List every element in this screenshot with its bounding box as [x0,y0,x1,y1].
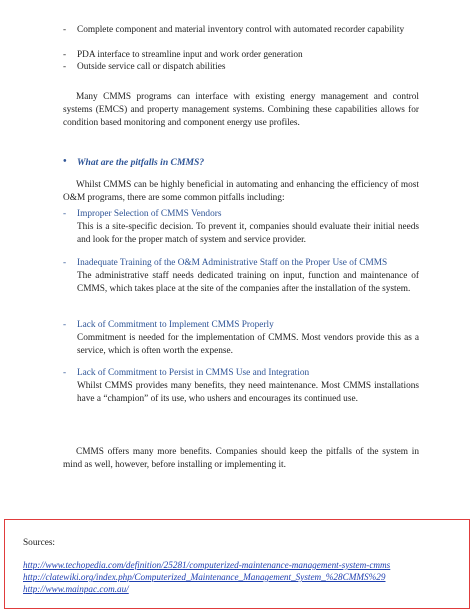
section-intro-paragraph: Whilst CMMS can be highly beneficial in automating and enhancing the efficiency of most O&M programs, there are some common pitfalls including: [63,180,419,203]
pitfall-title: Improper Selection of CMMS Vendors [77,209,222,219]
pitfall-item [63,257,419,295]
feature-list-item [63,61,419,74]
dash-marker: - [63,209,67,219]
sources-label: Sources: [23,538,56,548]
dash-marker: - [63,258,67,268]
bullet-icon: • [63,156,67,167]
dash-marker: - [63,368,67,378]
sources-box [4,519,470,609]
dash-marker: - [63,62,67,72]
pitfall-title: Lack of Commitment to Persist in CMMS Use and Integration [77,368,310,378]
dash-marker: - [63,25,67,35]
dash-marker: - [63,50,67,60]
feature-text: Outside service call or dispatch abilities [77,62,226,72]
section-heading [63,157,204,168]
feature-text: Complete component and material inventory control with automated recorder capability [77,25,405,35]
pitfall-title: Inadequate Training of the O&M Administrative Staff on the Proper Use of CMMS [77,258,388,268]
feature-list-item [63,24,419,37]
source-link[interactable]: http://www.mainpac.com.au/ [23,584,129,594]
pitfall-item [63,367,419,405]
feature-list-item [63,49,419,62]
dash-marker: - [63,320,67,330]
closing-paragraph: CMMS offers many more benefits. Companies should keep the pitfalls of the system in mind as well, however, before installing or implementing it. [63,447,419,470]
pitfall-item [63,208,419,246]
pitfall-body: Commitment is needed for the implementation of CMMS. Most vendors provide this as a service, which is often worth the expense. [77,332,419,356]
source-link[interactable]: http://www.techopedia.com/definition/25281/computerized-maintenance-management-system-cmms [23,560,391,570]
intro-paragraph: Many CMMS programs can interface with existing energy management and control systems (EMCS) and property management systems. Combining these capabilities allows for condition based monitoring and component energy use profiles. [63,92,419,128]
pitfall-item [63,319,419,357]
pitfall-title: Lack of Commitment to Implement CMMS Properly [77,320,274,330]
pitfall-body: The administrative staff needs dedicated training on input, function and maintenance of CMMS, which takes place at the site of the companies after the installation of the system. [77,270,419,294]
pitfall-body: Whilst CMMS provides many benefits, they need maintenance. Most CMMS installations have a “champion” of its use, who ushers and encourages its continued use. [77,380,419,404]
source-link[interactable]: http://clatewiki.org/index.php/Computerized_Maintenance_Management_System_%28CMMS%29 [23,572,386,582]
feature-text: PDA interface to streamline input and work order generation [77,50,303,60]
section-heading-text: What are the pitfalls in CMMS? [77,157,205,168]
pitfall-body: This is a site-specific decision. To prevent it, companies should evaluate their initial needs and look for the proper match of system and service provider. [77,221,419,245]
